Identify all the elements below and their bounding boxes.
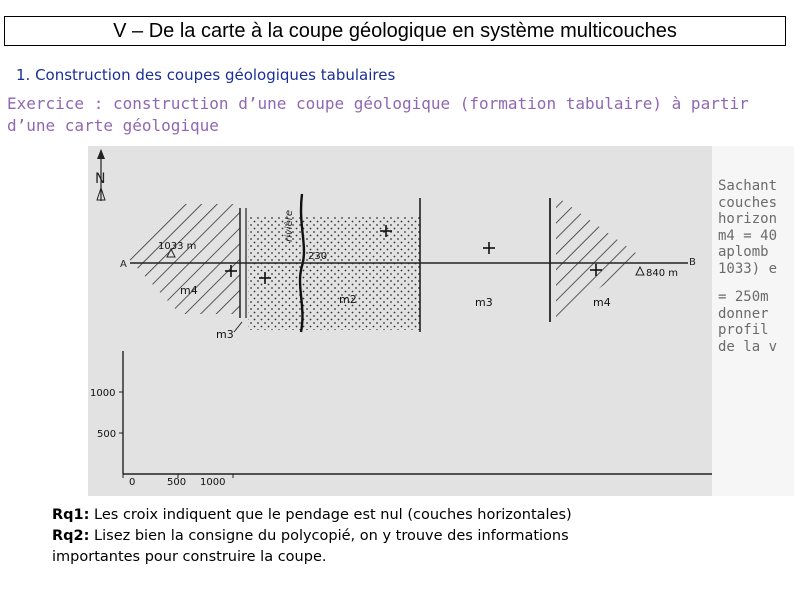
slide-title bbox=[4, 16, 786, 46]
point-b-label: B bbox=[689, 257, 696, 268]
exercise-statement bbox=[7, 93, 792, 137]
side-note-line: Sachant bbox=[718, 178, 778, 194]
profile-x-tick-0: 0 bbox=[129, 477, 136, 488]
side-note-line: horizon bbox=[718, 211, 778, 227]
point-a-label: A bbox=[120, 259, 127, 270]
side-note-line: m4 = 40 bbox=[718, 227, 778, 244]
side-note-line: couches bbox=[718, 194, 778, 211]
label-m3-center: m3 bbox=[475, 296, 493, 309]
exercise-line-1: Exercice : construction d’une coupe géologique (formation tabulaire) à partir bbox=[7, 94, 749, 113]
altitude-river: 230 bbox=[308, 251, 328, 262]
altitude-right: 840 m bbox=[646, 268, 679, 279]
remark-2-continued: importantes pour construire la coupe. bbox=[52, 549, 327, 565]
section-heading: 1. Construction des coupes géologiques tabulaires bbox=[16, 66, 396, 84]
side-note-line: profil bbox=[718, 322, 769, 338]
side-note-line: donner bbox=[718, 305, 769, 322]
remark-1-label: Rq1: bbox=[52, 507, 90, 523]
profile-y-tick-500: 500 bbox=[97, 429, 117, 440]
geologic-map-drawing bbox=[88, 146, 712, 496]
slide-title-text: V – De la carte à la coupe géologique en système multicouches bbox=[113, 19, 677, 42]
profile-x-tick-500: 500 bbox=[167, 477, 187, 488]
side-note-line: = 250m bbox=[718, 289, 769, 305]
exercise-line-2: d’une carte géologique bbox=[7, 116, 219, 135]
remark-2 bbox=[52, 526, 752, 547]
profile-x-tick-1000: 1000 bbox=[200, 477, 226, 488]
cropped-side-note bbox=[712, 146, 794, 496]
remarks bbox=[52, 505, 752, 568]
side-note-line: aplomb bbox=[718, 244, 769, 260]
label-m4-left: m4 bbox=[180, 284, 198, 297]
label-m3-left: m3 bbox=[216, 328, 234, 341]
altitude-left: 1033 m bbox=[158, 241, 197, 252]
side-note-line: 1033) e bbox=[718, 260, 778, 277]
north-label: N bbox=[95, 171, 106, 187]
geologic-map-figure bbox=[88, 146, 712, 496]
side-note-line: de la v bbox=[718, 338, 778, 355]
remark-2-label: Rq2: bbox=[52, 528, 90, 544]
river-label: rivière bbox=[284, 209, 295, 242]
remark-1 bbox=[52, 505, 752, 526]
label-m4-right: m4 bbox=[593, 296, 611, 309]
remark-1-text: Les croix indiquent que le pendage est nul (couches horizontales) bbox=[89, 507, 572, 523]
remark-2-text: Lisez bien la consigne du polycopié, on y trouve des informations bbox=[89, 528, 569, 544]
profile-y-tick-1000: 1000 bbox=[90, 388, 116, 399]
label-m2: m2 bbox=[339, 293, 357, 306]
zone-m2 bbox=[248, 216, 420, 330]
